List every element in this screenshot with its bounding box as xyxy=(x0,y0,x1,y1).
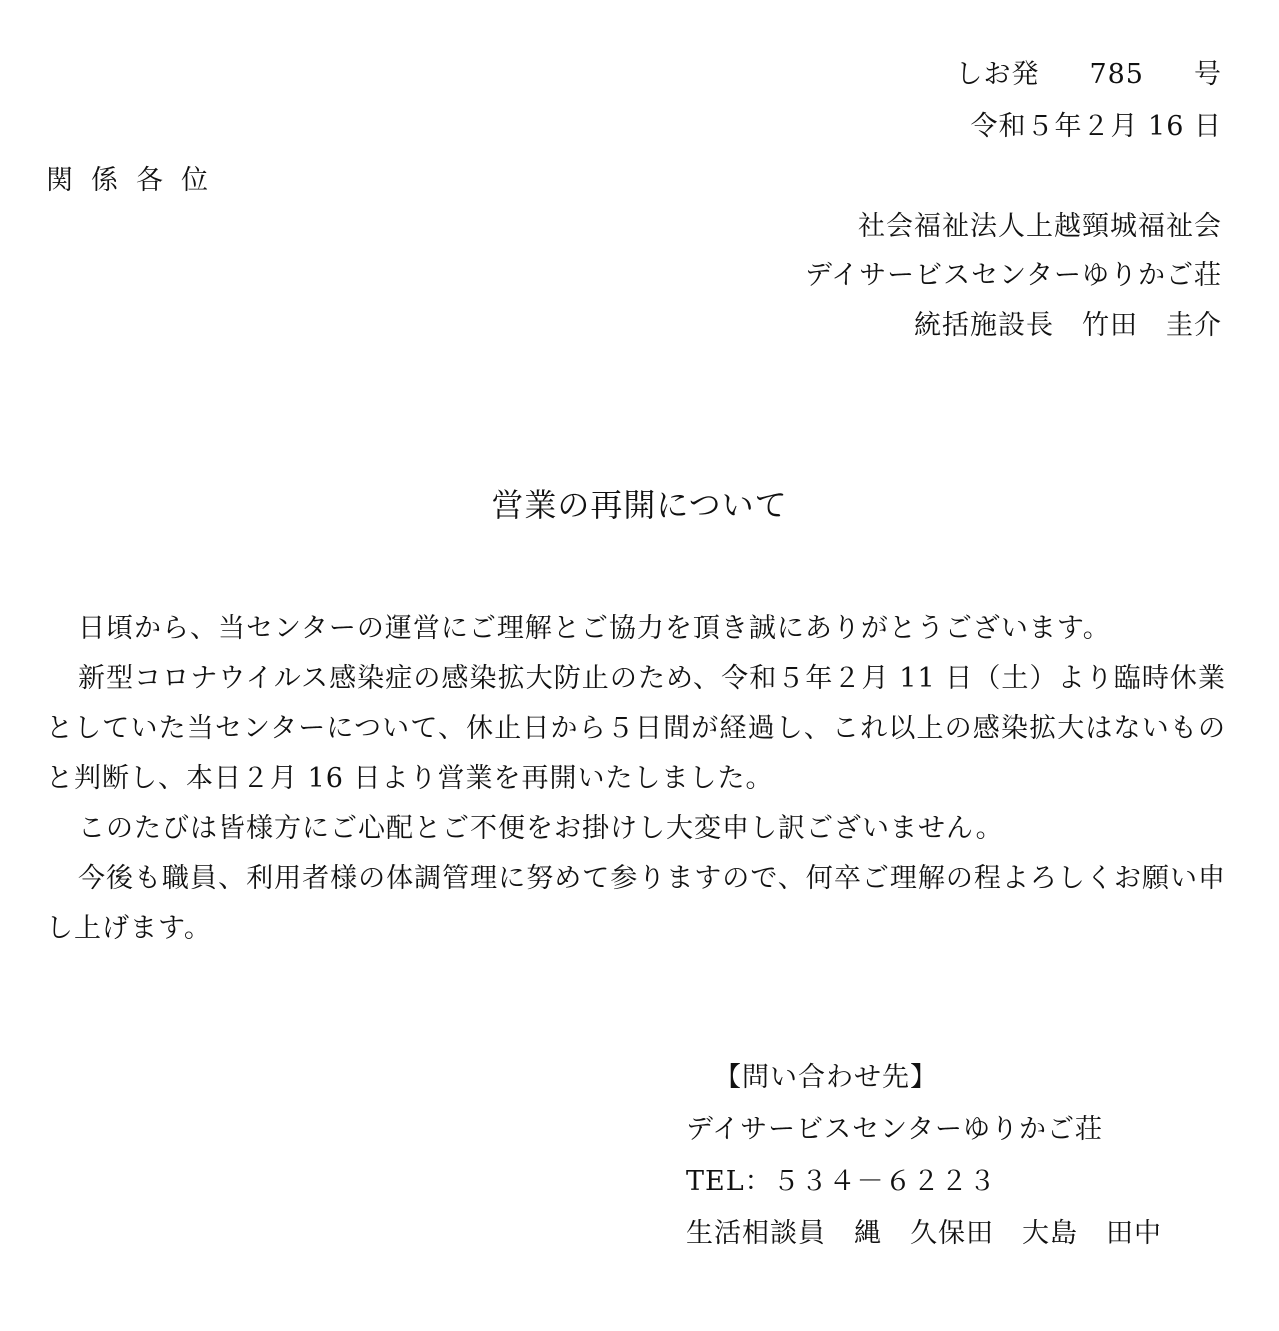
body-paragraph-closing xyxy=(46,854,1226,954)
document-number-suffix: 号 xyxy=(1194,59,1222,90)
contact-staff: 生活相談員 縄 久保田 大島 田中 xyxy=(686,1218,1162,1249)
body-paragraph-greeting xyxy=(46,604,1226,654)
contact-heading: 【問い合わせ先】 xyxy=(714,1062,938,1093)
body-paragraph-apology xyxy=(46,804,1226,854)
document-date: 令和５年２月 16 日 xyxy=(970,111,1222,142)
paragraph-text: 今後も職員、利用者様の体調管理に努めて参りますので、何卒ご理解の程よろしくお願い申し上げます。 xyxy=(46,863,1226,944)
paragraph-text: 新型コロナウイルス感染症の感染拡大防止のため、令和５年２月 11 日（土）より臨時休業としていた当センターについて、休止日から５日間が経過し、これ以上の感染拡大はないものと判断し、本日２月 16 日より営業を再開いたしました。 xyxy=(46,663,1226,794)
document-title: 営業の再開について xyxy=(491,486,788,524)
document-number-value: 785 xyxy=(1089,59,1144,90)
paragraph-text: このたびは皆様方にご心配とご不便をお掛けし大変申し訳ございません。 xyxy=(78,813,1004,844)
contact-block xyxy=(686,1052,1162,1260)
contact-facility: デイサービスセンターゆりかご荘 xyxy=(686,1114,1104,1145)
sender-organization: 社会福祉法人上越頸城福祉会 xyxy=(858,211,1222,242)
paragraph-text: 日頃から、当センターの運営にご理解とご協力を頂き誠にありがとうございます。 xyxy=(78,613,1111,644)
document-number xyxy=(955,58,1222,92)
addressee: 関係各位 xyxy=(46,165,226,196)
sender-name: 統括施設長 竹田 圭介 xyxy=(914,310,1222,341)
contact-tel: TEL：５３４－６２２３ xyxy=(686,1166,997,1197)
document-number-prefix: しお発 xyxy=(955,59,1040,90)
body-paragraph-reopening xyxy=(46,654,1226,804)
sender-facility: デイサービスセンターゆりかご荘 xyxy=(804,260,1222,291)
